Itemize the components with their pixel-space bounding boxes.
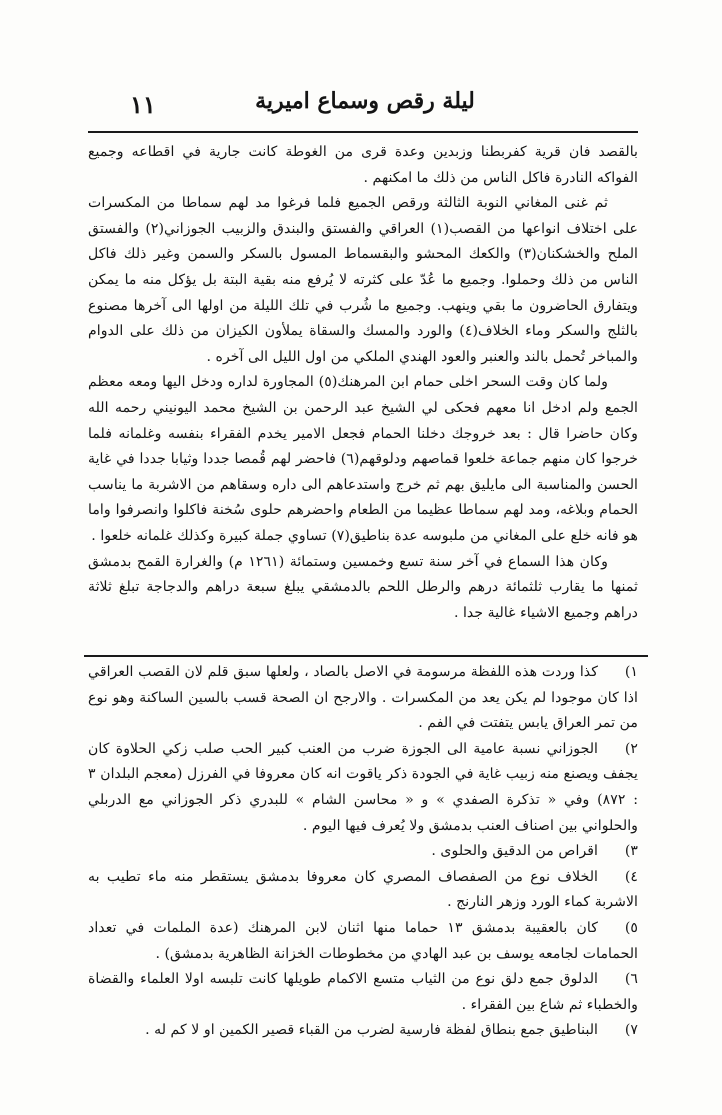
footnote: [88, 660, 638, 737]
footnote-text: كذا وردت هذه اللفظة مرسومة في الاصل بالصاد ، ولعلها سبق قلم لان القصب العراقي اذا كان موجودا لم يكن يعد من المكسرات . والارجح ان الصحة قسب بالسين الساكنة وهو نوع من تمر العراق يابس يتفتت في الفم .: [88, 664, 638, 732]
footnote: [88, 916, 638, 967]
footnote-text: الجوزاني نسبة عامية الى الجوزة ضرب من العنب كبير الحب صلب زكي الحلاوة كان يجفف ويصنع منه زبيب غاية في الجودة ذكر ياقوت انه كان معروفا في الفرزل (معجم البلدان ٣ : ٨٧٢) وفي « تذكرة الصفدي » و « محاسن الشام » للبدري ذكر الجوزاني مع الدربلي والحلواني بين اصناف العنب بدمشق ولا يُعرف فيها اليوم .: [88, 740, 638, 834]
paragraph: ثم غنى المغاني النوبة الثالثة ورقص الجميع فلما فرغوا مد لهم سماطا من المكسرات على اختلاف انواعها من القصب(١) العراقي والفستق والبندق والزبيب الجوزاني(٢) والفستق الملح والخشكنان(٣) والكعك المحشو والبقسماط المسول بالسكر والسمن وغير ذلك فاكل الناس من ذلك وحملوا. وجميع ما عُدّ على كثرته لا يُرفع منه بقية البتة بل يؤكل منه ما يمكن ويتفارق الحاضرون ما بقي وينهب. وجميع ما شُرب في تلك الليلة من اولها الى آخرها مصنوع بالثلج والسكر وماء الخلاف(٤) والورد والمسك والسقاة يملأون الكيزان من ذلك على الدوام والمباخر تُحمل بالند والعنبر والعود الهندي الملكي من اول الليل الى آخره .: [88, 195, 638, 365]
paragraph: ولما كان وقت السحر اخلى حمام ابن المرهنك(٥) المجاورة لداره ودخل اليها ومعه معظم الجمع ولم ادخل انا معهم فحكى لي الشيخ عبد الرحمن بن الشيخ محمد اليونيني رحمه الله وكان حاضرا قال : بعد خروجك دخلنا الحمام فجعل الامير يخدم الفقراء بنفسه وغلمانه فلما خرجوا كان منهم جماعة خلعوا قماصهم ودلوقهم(٦) فاحضر لهم قُمصا جددا وثيابا جددا في غاية الحسن والمناسبة الى مايليق بهم ثم خرج واستدعاهم الى داره وسقاهم من الاشربة ما يناسب الحمام وبلاغه، ومد لهم سماطا عظيما من الطعام واحضرهم حلوى سُخنة فاكلوا وانصرفوا واما هو فانه خلع على المغاني من ملبوسه عدة بناطيق(٧) تساوي جملة كبيرة وكذلك غلمانه خلعوا .: [88, 374, 638, 544]
footnote-text: البناطيق جمع بنطاق لفظة فارسية لضرب من القباء قصير الكمين او لا كم له .: [145, 1022, 598, 1039]
page-number: ١١: [130, 90, 156, 119]
paragraph: بالقصد فان قرية كفربطنا وزبدين وعدة قرى من الغوطة كانت جارية في اقطاعه وجميع الفواكه النادرة فاكل الناس من ذلك ما امكنهم .: [88, 144, 638, 186]
footnote-number: ٢): [624, 740, 638, 757]
footnote-text: كان بالعقيبة بدمشق ١٣ حماما منها اثنان لابن المرهنك (عدة الملمات في تعداد الحمامات لجامعه يوسف بن عبد الهادي من مخطوطات الخزانة الظاهرية بدمشق) .: [88, 919, 638, 962]
footnote-number: ٤): [624, 868, 638, 885]
footnote-rule: [84, 655, 648, 657]
footnote: [88, 865, 638, 916]
footnote-text: اقراص من الدقيق والحلوى .: [431, 843, 598, 860]
main-text: [88, 140, 638, 626]
page-header: [78, 88, 652, 128]
footnote: [88, 967, 638, 1018]
running-title: ليلة رقص وسماع اميرية: [255, 88, 475, 114]
header-rule: [88, 131, 638, 133]
footnotes: [88, 660, 638, 1044]
footnote: [88, 839, 638, 865]
paragraph: وكان هذا السماع في آخر سنة تسع وخمسين وستمائة (١٢٦١ م) والغرارة القمح بدمشق ثمنها ما يقارب ثلثمائة درهم والرطل اللحم بالدمشقي يبلغ سبعة دراهم والدجاجة تبلغ ثلاثة دراهم وجميع الاشياء غالية جدا .: [88, 553, 638, 621]
footnote: [88, 737, 638, 839]
footnote-text: الدلوق جمع دلق نوع من الثياب متسع الاكمام طويلها كانت تلبسه اولا العلماء والقضاة والخطباء ثم شاع بين الفقراء .: [88, 971, 638, 1013]
footnote-number: ١): [624, 664, 638, 680]
footnote-number: ٥): [624, 919, 638, 936]
footnote: [88, 1018, 638, 1044]
footnote-number: ٧): [624, 1022, 638, 1039]
footnote-text: الخلاف نوع من الصفصاف المصري كان معروفا بدمشق يستقطر منه ماء تطيب به الاشربة كماء الورد وزهر النارنج .: [88, 868, 638, 911]
footnote-number: ٣): [624, 843, 638, 860]
footnote-number: ٦): [624, 971, 638, 988]
